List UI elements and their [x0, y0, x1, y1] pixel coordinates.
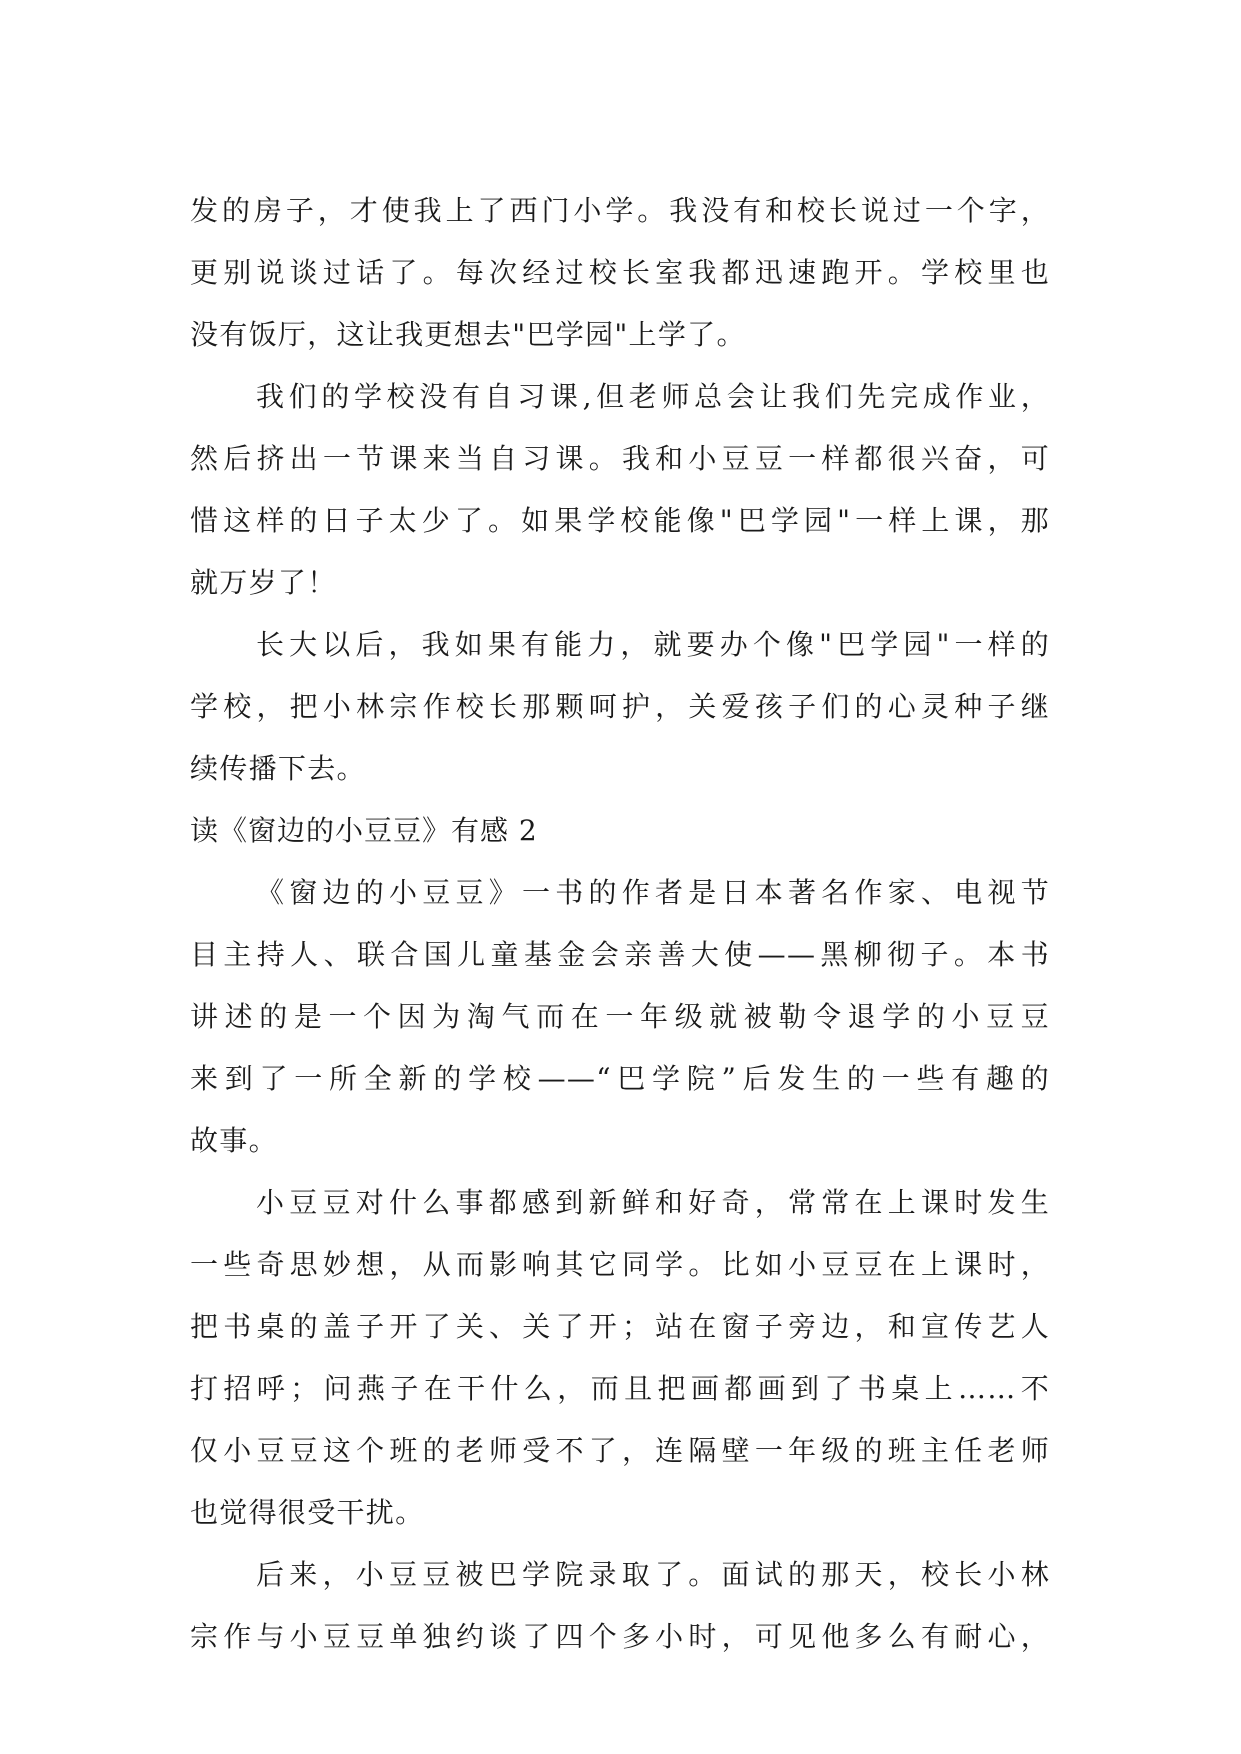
- section-heading: 读《窗边的小豆豆》有感 2: [190, 814, 538, 847]
- paragraph-line: 《窗边的小豆豆》一书的作者是日本著名作家、电视节: [256, 876, 1050, 909]
- paragraph-line: 讲述的是一个因为淘气而在一年级就被勒令退学的小豆豆: [190, 1000, 1050, 1033]
- paragraph-line: 一些奇思妙想，从而影响其它同学。比如小豆豆在上课时，: [190, 1248, 1050, 1281]
- paragraph-line: 没有饭厅，这让我更想去"巴学园"上学了。: [190, 318, 746, 351]
- paragraph-line: 续传播下去。: [190, 752, 366, 785]
- paragraph-line: 惜这样的日子太少了。如果学校能像"巴学园"一样上课，那: [190, 504, 1050, 537]
- paragraph-line: 发的房子，才使我上了西门小学。我没有和校长说过一个字，: [190, 194, 1050, 227]
- paragraph-line: 后来，小豆豆被巴学院录取了。面试的那天，校长小林: [256, 1558, 1050, 1591]
- paragraph-line: 也觉得很受干扰。: [190, 1496, 425, 1529]
- paragraph-line: 就万岁了！: [190, 566, 337, 599]
- paragraph-line: 然后挤出一节课来当自习课。我和小豆豆一样都很兴奋，可: [190, 442, 1050, 475]
- paragraph-line: 故事。: [190, 1124, 278, 1157]
- paragraph-line: 我们的学校没有自习课,但老师总会让我们先完成作业，: [256, 380, 1050, 413]
- paragraph-line: 学校，把小林宗作校长那颗呵护，关爱孩子们的心灵种子继: [190, 690, 1050, 723]
- paragraph-line: 目主持人、联合国儿童基金会亲善大使——黑柳彻子。本书: [190, 938, 1050, 971]
- paragraph-line: 小豆豆对什么事都感到新鲜和好奇，常常在上课时发生: [256, 1186, 1050, 1219]
- document-body: [190, 180, 1050, 1668]
- paragraph-line: 更别说谈过话了。每次经过校长室我都迅速跑开。学校里也: [190, 256, 1050, 289]
- paragraph-line: 来到了一所全新的学校——“巴学院”后发生的一些有趣的: [190, 1062, 1050, 1095]
- paragraph-line: 宗作与小豆豆单独约谈了四个多小时，可见他多么有耐心，: [190, 1620, 1050, 1653]
- paragraph-line: 长大以后，我如果有能力，就要办个像"巴学园"一样的: [256, 628, 1050, 661]
- paragraph-line: 把书桌的盖子开了关、关了开；站在窗子旁边，和宣传艺人: [190, 1310, 1050, 1343]
- paragraph-line: 打招呼；问燕子在干什么，而且把画都画到了书桌上……不: [190, 1372, 1050, 1405]
- paragraph-line: 仅小豆豆这个班的老师受不了，连隔壁一年级的班主任老师: [190, 1434, 1050, 1467]
